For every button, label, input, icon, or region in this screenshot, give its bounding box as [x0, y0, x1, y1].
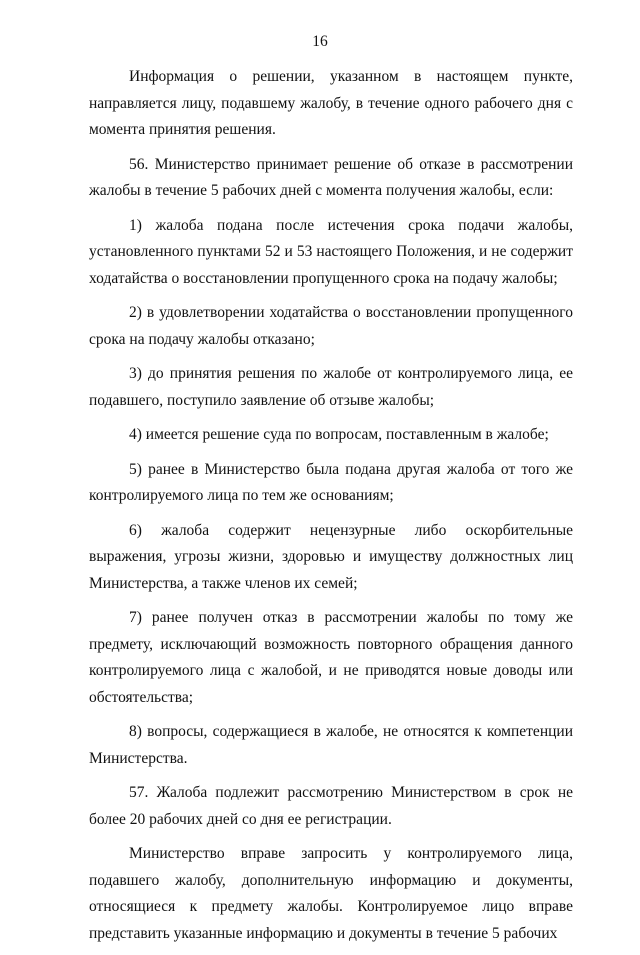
paragraph-56-item-1: 1) жалоба подана после истечения срока подачи жалобы, установленного пунктами 52 и 53 настоящего Положения, и не содержит ходатайства о восстановлении пропущенного срока на подачу жалобы;: [89, 216, 573, 287]
paragraph-56-item-4: 4) имеется решение суда по вопросам, поставленным в жалобе;: [129, 426, 549, 443]
page-number: 16: [312, 33, 328, 50]
document-body: [89, 64, 573, 955]
paragraph-56-item-5: 5) ранее в Министерство была подана другая жалоба от того же контролируемого лица по тем же основаниям;: [89, 460, 573, 504]
paragraph-info-notice: Информация о решении, указанном в настоящем пункте, направляется лицу, подавшему жалобу, в течение одного рабочего дня с момента принятия решения.: [89, 68, 573, 138]
paragraph-56-item-2: 2) в удовлетворении ходатайства о восстановлении пропущенного срока на подачу жалобы отказано;: [89, 304, 573, 348]
paragraph-57: 57. Жалоба подлежит рассмотрению Министерством в срок не более 20 рабочих дней со дня ее регистрации.: [89, 784, 573, 828]
paragraph-56-item-8: 8) вопросы, содержащиеся в жалобе, не относятся к компетенции Министерства.: [89, 723, 573, 767]
paragraph-56-item-3: 3) до принятия решения по жалобе от контролируемого лица, ее подавшего, поступило заявление об отзыве жалобы;: [89, 365, 573, 409]
paragraph-56-item-7: 7) ранее получен отказ в рассмотрении жалобы по тому же предмету, исключающий возможность повторного обращения данного контролируемого лица с жалобой, и не приводятся новые доводы или обстоятельства;: [89, 609, 573, 706]
paragraph-56-item-6: 6) жалоба содержит нецензурные либо оскорбительные выражения, угрозы жизни, здоровью и имуществу должностных лиц Министерства, а также членов их семей;: [89, 521, 573, 592]
paragraph-ministry-request: Министерство вправе запросить у контролируемого лица, подавшего жалобу, дополнительную информацию и документы, относящиеся к предмету жалобы. Контролируемое лицо вправе представить указанные информацию и документы в течение 5 рабочих: [89, 845, 573, 942]
paragraph-56: 56. Министерство принимает решение об отказе в рассмотрении жалобы в течение 5 рабочих дней с момента получения жалобы, если:: [89, 155, 573, 199]
